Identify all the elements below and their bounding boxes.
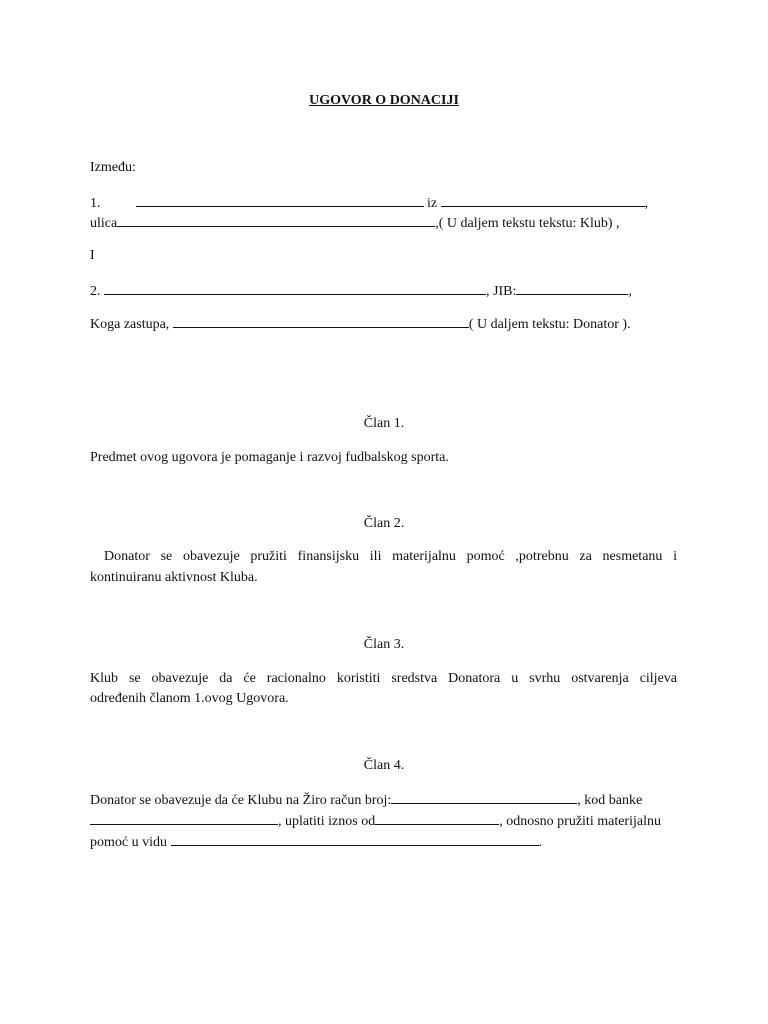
article-4-amount-label: , uplatiti iznos od <box>278 814 376 829</box>
between-label: Između: <box>90 160 136 175</box>
article-4-account-label: Donator se obavezuje da će Klubu na Žiro račun broj: <box>90 793 392 808</box>
article-3-heading: Član 3. <box>363 637 405 652</box>
party-2-alias: ( U daljem tekstu: Donator ). <box>468 317 631 332</box>
party-2-number: 2. <box>90 284 101 299</box>
document-title: UGOVOR O DONACIJI <box>309 93 459 108</box>
party-1-street-line <box>90 212 677 234</box>
article-4-line-2 <box>90 810 677 832</box>
party-1-street-blank[interactable] <box>117 212 435 227</box>
article-4-material-label: , odnosno pružiti materijalnu <box>499 814 661 829</box>
aid-form-blank[interactable] <box>171 831 539 846</box>
article-2-line-2: kontinuiranu aktivnost Kluba. <box>90 570 258 585</box>
party-1-alias: ,( U daljem tekstu tekstu: Klub) , <box>435 216 620 231</box>
party-1-name-blank[interactable] <box>136 192 424 207</box>
bank-name-blank[interactable] <box>90 810 278 825</box>
party-2-jib-blank[interactable] <box>516 280 628 295</box>
party-2-represented-line <box>90 313 677 335</box>
amount-blank[interactable] <box>375 810 499 825</box>
party-1-number: 1. <box>90 196 101 211</box>
article-4-period: . <box>538 835 542 850</box>
article-2-line-1: Donator se obavezuje pružiti finansijsku ili materijalnu pomoć ,potrebnu za nesmetanu i <box>104 549 677 564</box>
article-4-heading: Član 4. <box>363 758 405 773</box>
article-3-line-1: Klub se obavezuje da će racionalno koristiti sredstva Donatora u svrhu ostvarenja ciljeva <box>90 671 677 686</box>
article-1-heading: Član 1. <box>363 416 405 431</box>
party-1-comma: , <box>644 196 649 211</box>
article-3-line-2: određenih članom 1.ovog Ugovora. <box>90 691 289 706</box>
party-2-name-blank[interactable] <box>104 280 486 295</box>
article-4-line-3 <box>90 831 677 853</box>
party-2-represented-label: Koga zastupa, <box>90 317 170 332</box>
party-1-from-label: iz <box>427 196 438 211</box>
article-1-text: Predmet ovog ugovora je pomaganje i razvoj fudbalskog sporta. <box>90 450 449 465</box>
party-1-city-blank[interactable] <box>441 192 645 207</box>
party-1-street-label: ulica <box>90 216 118 231</box>
article-4-bank-label: , kod banke <box>577 793 643 808</box>
article-4-form-label: pomoć u vidu <box>90 835 167 850</box>
account-number-blank[interactable] <box>391 789 577 804</box>
party-2-comma: , <box>628 284 632 299</box>
party-2-jib-label: , JIB: <box>486 284 517 299</box>
and-label: I <box>90 248 95 263</box>
article-2-heading: Član 2. <box>363 516 405 531</box>
article-4-line-1 <box>90 789 677 811</box>
party-2-representative-blank[interactable] <box>173 313 469 328</box>
party-2-line <box>90 280 677 302</box>
party-1-line <box>90 192 677 214</box>
